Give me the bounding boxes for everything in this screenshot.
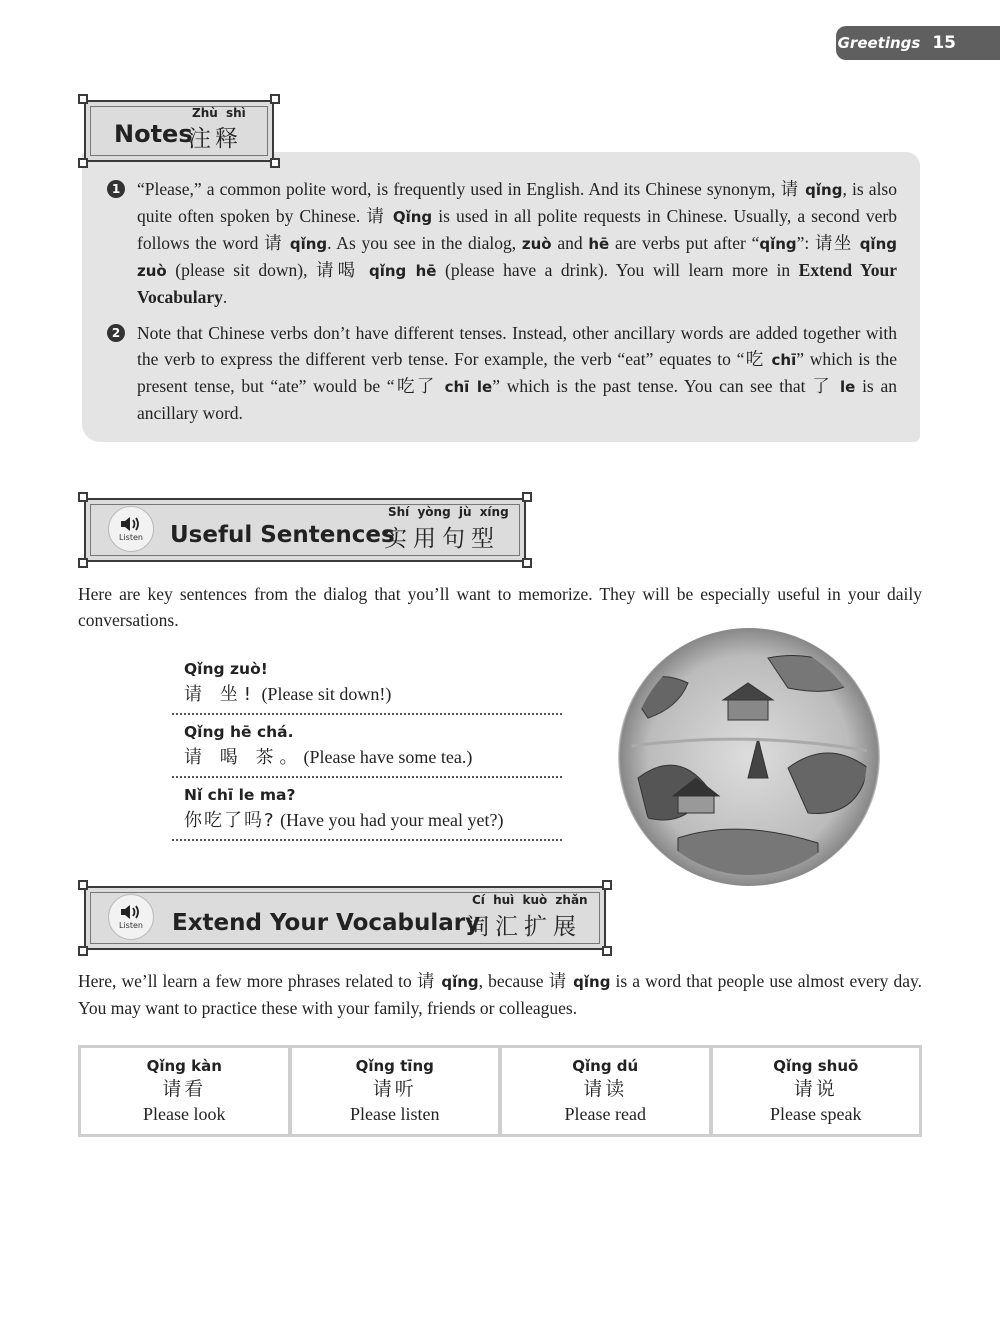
extend-vocabulary-title-cn: 词汇扩展: [466, 914, 582, 940]
listen-audio-button[interactable]: [108, 894, 154, 940]
extend-vocabulary-intro: Here, we’ll learn a few more phrases related to 请 qǐng, because 请 qǐng is a word that people use almost every day. You may want to practice these with your family, friends or colleagues.: [78, 971, 922, 1018]
useful-sentences-header: [84, 498, 526, 562]
page-number: 15: [932, 33, 956, 53]
vocab-pinyin: Qǐng dú: [572, 1057, 639, 1075]
note-item: 1 “Please,” a common polite word, is frequently used in English. And its Chinese synonym, 请 qǐng, is also quite often spoken by Chinese. 请 Qǐng is used in all polite requests in Chinese. Usually, a second verb follows the word 请 qǐng. As you see in the dialog, zuò and hē are verbs put after “qǐng”: 请坐 qǐng zuò (please sit down), 请喝 qǐng hē (please have a drink). You will learn more in Extend Your Vocabulary.: [107, 176, 897, 310]
sentence-item: [172, 782, 562, 841]
note-marker: 2: [107, 324, 125, 342]
vocabulary-cell: [81, 1048, 288, 1134]
vocabulary-table: [78, 1045, 922, 1137]
extend-vocabulary-header: [84, 886, 606, 950]
sentence-english: (Please sit down!): [261, 684, 392, 704]
sentence-item: [172, 719, 562, 778]
speaker-icon: [120, 904, 142, 920]
useful-sentences-intro: Here are key sentences from the dialog that you’ll want to memorize. They will be especially useful in your daily conversations.: [78, 584, 922, 630]
vocabulary-cell: [292, 1048, 499, 1134]
vocab-chinese: 请看: [162, 1078, 207, 1100]
section-name: Greetings: [837, 34, 921, 52]
notes-list: [107, 176, 897, 436]
sentence-item: [172, 656, 562, 715]
extend-vocabulary-title: Extend Your Vocabulary: [172, 910, 481, 936]
useful-sentences-title: Useful Sentences: [170, 522, 395, 548]
sentence-english: (Have you had your meal yet?): [280, 810, 504, 830]
vocab-chinese: 请读: [583, 1078, 628, 1100]
notes-title: Notes: [114, 120, 193, 148]
notes-title-cn: 注释: [188, 126, 242, 152]
sentence-chinese: 请 喝 茶。: [184, 747, 304, 768]
vocab-english: Please read: [564, 1104, 646, 1124]
vocab-pinyin: Qǐng tīng: [355, 1057, 434, 1075]
listen-label: Listen: [119, 533, 143, 542]
useful-sentences-pinyin: Shí yòng jù xíng: [388, 505, 509, 519]
useful-sentences-title-cn: 实用句型: [384, 526, 500, 552]
page-header-tab: [836, 26, 1000, 60]
vocab-chinese: 请听: [372, 1078, 417, 1100]
sentence-pinyin: Nǐ chī le ma?: [184, 786, 296, 804]
vocabulary-cell: [502, 1048, 709, 1134]
notes-title-pinyin: Zhù shì: [192, 106, 246, 120]
sentence-english: (Please have some tea.): [303, 747, 473, 767]
landscape-illustration: [618, 628, 880, 886]
listen-audio-button[interactable]: [108, 506, 154, 552]
vocab-english: Please look: [143, 1104, 226, 1124]
vocab-english: Please speak: [770, 1104, 862, 1124]
vocab-pinyin: Qǐng shuō: [773, 1057, 859, 1075]
sentence-chinese: 请 坐!: [184, 684, 257, 705]
sentence-pinyin: Qǐng zuò!: [184, 660, 268, 678]
speaker-icon: [120, 516, 142, 532]
note-item: 2 Note that Chinese verbs don’t have different tenses. Instead, other ancillary words are added together with the verb to express the different verb tense. For example, the verb “eat” equates to “吃 chī” which is the present tense, but “ate” would be “吃了 chī le” which is the past tense. You can see that 了 le is an ancillary word.: [107, 320, 897, 426]
vocab-pinyin: Qǐng kàn: [146, 1057, 222, 1075]
listen-label: Listen: [119, 921, 143, 930]
extend-vocabulary-pinyin: Cí huì kuò zhǎn: [472, 893, 588, 907]
vocabulary-cell: [713, 1048, 920, 1134]
vocab-english: Please listen: [350, 1104, 440, 1124]
vocab-chinese: 请说: [793, 1078, 838, 1100]
note-marker: 1: [107, 180, 125, 198]
notes-header: [84, 100, 274, 162]
sentence-pinyin: Qǐng hē chá.: [184, 723, 294, 741]
sentence-list: [172, 656, 562, 845]
sentence-chinese: 你吃了吗?: [184, 810, 276, 831]
landscape-drawing: [618, 628, 880, 886]
